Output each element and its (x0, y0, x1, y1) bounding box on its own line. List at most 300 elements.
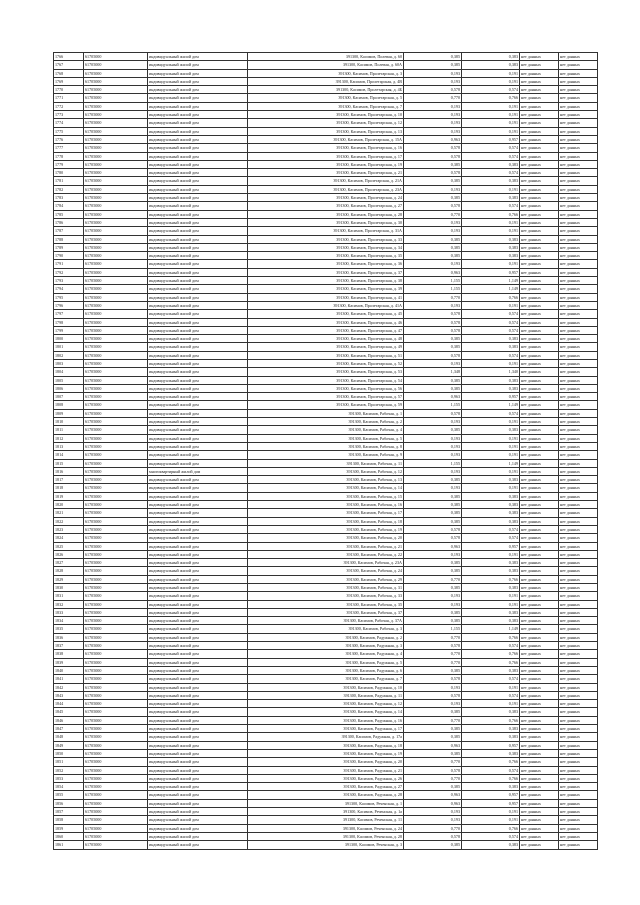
cell-status-2: нет данных (559, 111, 598, 119)
cell-value-1: 0,578 (404, 832, 462, 840)
cell-value-1: 0,385 (404, 235, 462, 243)
cell-value-1: 0,770 (404, 774, 462, 782)
cell-status-2: нет данных (559, 501, 598, 509)
cell-value-1: 0,385 (404, 608, 462, 616)
table-row (54, 227, 598, 235)
cell-value-2: 0,191 (462, 119, 520, 127)
cell-status-1: нет данных (520, 218, 559, 226)
cell-status-2: нет данных (559, 700, 598, 708)
cell-building-type: индивидуальный жилой дом (148, 832, 248, 840)
cell-municipal-code: 61705000 (84, 194, 148, 202)
cell-row-number: 1790 (54, 252, 84, 260)
cell-value-2: 0,957 (462, 268, 520, 276)
cell-status-1: нет данных (520, 534, 559, 542)
cell-value-2: 1,149 (462, 277, 520, 285)
cell-row-number: 1824 (54, 534, 84, 542)
cell-status-1: нет данных (520, 293, 559, 301)
cell-value-2: 0,191 (462, 218, 520, 226)
cell-address: 391300, Касимов, Радужная, д. 27 (248, 783, 404, 791)
cell-value-1: 0,578 (404, 86, 462, 94)
cell-row-number: 1836 (54, 633, 84, 641)
table-row (54, 716, 598, 724)
cell-status-1: нет данных (520, 642, 559, 650)
cell-value-2: 0,191 (462, 102, 520, 110)
cell-value-1: 0,385 (404, 733, 462, 741)
cell-municipal-code: 61705000 (84, 683, 148, 691)
cell-value-1: 0,385 (404, 749, 462, 757)
cell-value-1: 1,155 (404, 459, 462, 467)
cell-value-1: 0,578 (404, 409, 462, 417)
cell-status-1: нет данных (520, 86, 559, 94)
cell-municipal-code: 61705000 (84, 310, 148, 318)
cell-value-2: 0,383 (462, 559, 520, 567)
cell-status-1: нет данных (520, 666, 559, 674)
table-row (54, 243, 598, 251)
cell-municipal-code: 61705000 (84, 401, 148, 409)
cell-building-type: индивидуальный жилой дом (148, 799, 248, 807)
data-table (53, 52, 598, 850)
cell-building-type: индивидуальный жилой дом (148, 185, 248, 193)
cell-status-2: нет данных (559, 119, 598, 127)
cell-value-1: 0,578 (404, 691, 462, 699)
cell-municipal-code: 61705000 (84, 783, 148, 791)
cell-value-2: 0,191 (462, 418, 520, 426)
cell-address: 391300, Касимов, Пролетарская, д. 51 (248, 351, 404, 359)
cell-value-2: 0,383 (462, 61, 520, 69)
cell-municipal-code: 61705000 (84, 725, 148, 733)
cell-municipal-code: 61705000 (84, 86, 148, 94)
cell-address: 391300, Касимов, Пролетарская, д. 36 (248, 260, 404, 268)
cell-status-2: нет данных (559, 426, 598, 434)
cell-address: 391300, Касимов, Пролетарская, д. 39 (248, 285, 404, 293)
cell-municipal-code: 61705000 (84, 575, 148, 583)
cell-value-2: 0,383 (462, 725, 520, 733)
cell-municipal-code: 61705000 (84, 393, 148, 401)
cell-value-2: 0,383 (462, 783, 520, 791)
cell-value-1: 0,963 (404, 268, 462, 276)
cell-status-2: нет данных (559, 658, 598, 666)
cell-value-1: 0,385 (404, 725, 462, 733)
cell-row-number: 1857 (54, 808, 84, 816)
cell-status-1: нет данных (520, 799, 559, 807)
cell-status-1: нет данных (520, 749, 559, 757)
cell-status-2: нет данных (559, 625, 598, 633)
cell-building-type: индивидуальный жилой дом (148, 144, 248, 152)
cell-status-2: нет данных (559, 343, 598, 351)
cell-value-2: 0,766 (462, 575, 520, 583)
cell-row-number: 1829 (54, 575, 84, 583)
cell-building-type: индивидуальный жилой дом (148, 808, 248, 816)
cell-address: 391300, Касимов, Пролетарская, д. 10 (248, 111, 404, 119)
cell-value-1: 1,155 (404, 285, 462, 293)
cell-value-2: 0,383 (462, 235, 520, 243)
table-row (54, 733, 598, 741)
table-row (54, 160, 598, 168)
cell-value-1: 0,578 (404, 318, 462, 326)
cell-municipal-code: 61705000 (84, 119, 148, 127)
cell-value-1: 0,193 (404, 816, 462, 824)
cell-value-1: 0,963 (404, 791, 462, 799)
cell-address: 391300, Касимов, Реченская, д. 1 (248, 799, 404, 807)
cell-status-2: нет данных (559, 733, 598, 741)
cell-municipal-code: 61705000 (84, 227, 148, 235)
cell-status-2: нет данных (559, 766, 598, 774)
table-row (54, 135, 598, 143)
cell-status-1: нет данных (520, 733, 559, 741)
cell-status-1: нет данных (520, 492, 559, 500)
cell-building-type: индивидуальный жилой дом (148, 69, 248, 77)
cell-municipal-code: 61705000 (84, 376, 148, 384)
cell-value-1: 0,770 (404, 293, 462, 301)
cell-address: 391300, Касимов, Рабочая, д. 37 (248, 608, 404, 616)
cell-status-2: нет данных (559, 816, 598, 824)
cell-address: 391300, Касимов, Пролетарская, д. 23А (248, 185, 404, 193)
cell-status-1: нет данных (520, 368, 559, 376)
cell-row-number: 1818 (54, 484, 84, 492)
cell-row-number: 1846 (54, 716, 84, 724)
cell-value-1: 0,193 (404, 69, 462, 77)
cell-value-1: 0,193 (404, 102, 462, 110)
document-page (53, 52, 597, 850)
cell-address: 391300, Касимов, Пролетарская, д. 24 (248, 194, 404, 202)
cell-row-number: 1811 (54, 426, 84, 434)
cell-status-2: нет данных (559, 774, 598, 782)
cell-address: 391300, Касимов, Реченская, д. 24 (248, 824, 404, 832)
cell-value-1: 0,193 (404, 467, 462, 475)
cell-value-2: 0,766 (462, 650, 520, 658)
cell-address: 391300, Касимов, Реченская, д. 28 (248, 832, 404, 840)
cell-row-number: 1817 (54, 476, 84, 484)
cell-status-1: нет данных (520, 675, 559, 683)
table-row (54, 384, 598, 392)
cell-status-2: нет данных (559, 177, 598, 185)
cell-row-number: 1808 (54, 401, 84, 409)
cell-building-type: индивидуальный жилой дом (148, 791, 248, 799)
cell-row-number: 1860 (54, 832, 84, 840)
cell-status-2: нет данных (559, 194, 598, 202)
cell-row-number: 1766 (54, 53, 84, 61)
cell-status-1: нет данных (520, 235, 559, 243)
cell-status-1: нет данных (520, 650, 559, 658)
cell-value-2: 0,383 (462, 501, 520, 509)
table-row (54, 617, 598, 625)
cell-value-2: 0,383 (462, 567, 520, 575)
cell-row-number: 1850 (54, 749, 84, 757)
cell-status-2: нет данных (559, 509, 598, 517)
table-row (54, 53, 598, 61)
cell-address: 391300, Касимов, Рабочая, д. 3 (248, 625, 404, 633)
cell-row-number: 1794 (54, 285, 84, 293)
cell-municipal-code: 61705000 (84, 675, 148, 683)
table-row (54, 434, 598, 442)
cell-status-1: нет данных (520, 202, 559, 210)
cell-status-1: нет данных (520, 185, 559, 193)
cell-row-number: 1828 (54, 567, 84, 575)
cell-building-type: индивидуальный жилой дом (148, 824, 248, 832)
cell-row-number: 1769 (54, 77, 84, 85)
cell-value-1: 0,578 (404, 144, 462, 152)
cell-building-type: индивидуальный жилой дом (148, 326, 248, 334)
cell-status-2: нет данных (559, 459, 598, 467)
cell-building-type: индивидуальный жилой дом (148, 169, 248, 177)
cell-status-2: нет данных (559, 691, 598, 699)
cell-status-2: нет данных (559, 376, 598, 384)
cell-municipal-code: 61705000 (84, 268, 148, 276)
cell-municipal-code: 61705000 (84, 741, 148, 749)
cell-building-type: индивидуальный жилой дом (148, 135, 248, 143)
cell-row-number: 1843 (54, 691, 84, 699)
cell-value-1: 0,770 (404, 658, 462, 666)
cell-row-number: 1832 (54, 600, 84, 608)
cell-value-1: 0,578 (404, 766, 462, 774)
cell-municipal-code: 61705000 (84, 335, 148, 343)
cell-building-type: индивидуальный жилой дом (148, 708, 248, 716)
cell-building-type: индивидуальный жилой дом (148, 218, 248, 226)
table-row (54, 61, 598, 69)
cell-value-1: 0,770 (404, 824, 462, 832)
cell-value-2: 0,191 (462, 185, 520, 193)
cell-municipal-code: 61705000 (84, 525, 148, 533)
table-row (54, 824, 598, 832)
cell-value-1: 1,155 (404, 625, 462, 633)
cell-status-2: нет данных (559, 683, 598, 691)
cell-status-2: нет данных (559, 841, 598, 849)
cell-address: 391300, Касимов, Пролетарская, д. 41А (248, 301, 404, 309)
cell-value-2: 0,766 (462, 633, 520, 641)
cell-value-1: 0,578 (404, 152, 462, 160)
table-row (54, 268, 598, 276)
cell-value-2: 0,191 (462, 484, 520, 492)
cell-value-1: 0,193 (404, 434, 462, 442)
cell-address: 391300, Касимов, Пролетарская, д. 3 (248, 69, 404, 77)
table-row (54, 783, 598, 791)
cell-row-number: 1827 (54, 559, 84, 567)
cell-status-2: нет данных (559, 210, 598, 218)
cell-status-1: нет данных (520, 509, 559, 517)
cell-status-1: нет данных (520, 268, 559, 276)
table-row (54, 708, 598, 716)
cell-status-1: нет данных (520, 194, 559, 202)
cell-row-number: 1852 (54, 766, 84, 774)
cell-municipal-code: 61705000 (84, 492, 148, 500)
cell-row-number: 1835 (54, 625, 84, 633)
cell-value-2: 0,383 (462, 476, 520, 484)
cell-value-2: 0,191 (462, 808, 520, 816)
cell-address: 391300, Касимов, Радужная, д. 5 (248, 658, 404, 666)
cell-building-type: индивидуальный жилой дом (148, 285, 248, 293)
cell-value-2: 0,957 (462, 741, 520, 749)
cell-value-2: 0,191 (462, 359, 520, 367)
cell-status-2: нет данных (559, 359, 598, 367)
cell-value-2: 0,383 (462, 608, 520, 616)
cell-status-2: нет данных (559, 559, 598, 567)
cell-value-2: 0,574 (462, 525, 520, 533)
cell-building-type: индивидуальный жилой дом (148, 625, 248, 633)
cell-status-2: нет данных (559, 708, 598, 716)
cell-row-number: 1856 (54, 799, 84, 807)
cell-row-number: 1772 (54, 102, 84, 110)
table-row (54, 393, 598, 401)
table-row (54, 326, 598, 334)
cell-status-1: нет данных (520, 716, 559, 724)
cell-address: 391300, Касимов, Радужная, д. 14 (248, 708, 404, 716)
cell-address: 391300, Касимов, Пролетарская, д. 19 (248, 160, 404, 168)
table-row (54, 86, 598, 94)
cell-value-2: 0,191 (462, 683, 520, 691)
cell-status-2: нет данных (559, 467, 598, 475)
cell-value-1: 1,155 (404, 401, 462, 409)
cell-municipal-code: 61705000 (84, 368, 148, 376)
cell-address: 391300, Касимов, Пролетарская, д. 27 (248, 202, 404, 210)
cell-address: 391300, Касимов, Рабочая, д. 13 (248, 476, 404, 484)
cell-building-type: индивидуальный жилой дом (148, 700, 248, 708)
cell-status-2: нет данных (559, 293, 598, 301)
cell-municipal-code: 61705000 (84, 666, 148, 674)
cell-row-number: 1830 (54, 584, 84, 592)
cell-municipal-code: 61705000 (84, 501, 148, 509)
cell-building-type: индивидуальный жилой дом (148, 119, 248, 127)
cell-row-number: 1814 (54, 451, 84, 459)
table-row (54, 841, 598, 849)
cell-address: 391300, Касимов, Радужная, д. 4 (248, 650, 404, 658)
table-row (54, 144, 598, 152)
cell-municipal-code: 61705000 (84, 799, 148, 807)
cell-building-type: индивидуальный жилой дом (148, 525, 248, 533)
cell-municipal-code: 61705000 (84, 359, 148, 367)
cell-status-1: нет данных (520, 94, 559, 102)
table-row (54, 111, 598, 119)
cell-building-type: индивидуальный жилой дом (148, 393, 248, 401)
cell-status-2: нет данных (559, 675, 598, 683)
cell-building-type: индивидуальный жилой дом (148, 725, 248, 733)
cell-status-1: нет данных (520, 127, 559, 135)
cell-value-1: 0,385 (404, 335, 462, 343)
cell-status-2: нет данных (559, 492, 598, 500)
cell-row-number: 1834 (54, 617, 84, 625)
cell-status-1: нет данных (520, 683, 559, 691)
table-row (54, 600, 598, 608)
table-row (54, 401, 598, 409)
cell-value-1: 0,385 (404, 501, 462, 509)
table-row (54, 758, 598, 766)
cell-municipal-code: 61705000 (84, 791, 148, 799)
cell-status-2: нет данных (559, 791, 598, 799)
table-row (54, 119, 598, 127)
cell-address: 391300, Касимов, Рабочая, д. 33 (248, 592, 404, 600)
cell-value-1: 0,193 (404, 700, 462, 708)
cell-value-2: 0,383 (462, 517, 520, 525)
cell-status-1: нет данных (520, 783, 559, 791)
cell-municipal-code: 61705000 (84, 774, 148, 782)
cell-row-number: 1773 (54, 111, 84, 119)
cell-row-number: 1804 (54, 368, 84, 376)
cell-building-type: индивидуальный жилой дом (148, 550, 248, 558)
cell-value-2: 0,766 (462, 94, 520, 102)
cell-status-2: нет данных (559, 476, 598, 484)
table-row (54, 351, 598, 359)
table-row (54, 94, 598, 102)
cell-value-1: 0,193 (404, 808, 462, 816)
table-row (54, 642, 598, 650)
cell-row-number: 1838 (54, 650, 84, 658)
cell-building-type: индивидуальный жилой дом (148, 650, 248, 658)
cell-status-1: нет данных (520, 252, 559, 260)
cell-value-2: 0,574 (462, 675, 520, 683)
cell-municipal-code: 61705000 (84, 650, 148, 658)
cell-value-2: 0,383 (462, 841, 520, 849)
cell-status-2: нет данных (559, 799, 598, 807)
cell-building-type: индивидуальный жилой дом (148, 484, 248, 492)
table-row (54, 766, 598, 774)
table-row (54, 467, 598, 475)
cell-row-number: 1815 (54, 459, 84, 467)
cell-building-type: индивидуальный жилой дом (148, 376, 248, 384)
cell-building-type: индивидуальный жилой дом (148, 434, 248, 442)
cell-status-1: нет данных (520, 351, 559, 359)
table-row (54, 774, 598, 782)
cell-status-1: нет данных (520, 575, 559, 583)
cell-building-type: индивидуальный жилой дом (148, 716, 248, 724)
cell-address: 391300, Касимов, Пролетарская, д. 13 (248, 127, 404, 135)
cell-address: 391300, Касимов, Радужная, д. 12 (248, 700, 404, 708)
cell-building-type: индивидуальный жилой дом (148, 210, 248, 218)
cell-row-number: 1854 (54, 783, 84, 791)
cell-value-1: 0,385 (404, 584, 462, 592)
cell-status-1: нет данных (520, 152, 559, 160)
cell-status-2: нет данных (559, 783, 598, 791)
cell-value-2: 0,383 (462, 53, 520, 61)
cell-municipal-code: 61705000 (84, 708, 148, 716)
cell-municipal-code: 61705000 (84, 617, 148, 625)
cell-address: 391300, Касимов, Пролетарская, д. 49 (248, 343, 404, 351)
cell-municipal-code: 61705000 (84, 160, 148, 168)
cell-municipal-code: 61705000 (84, 642, 148, 650)
cell-building-type: индивидуальный жилой дом (148, 293, 248, 301)
cell-address: 391300, Касимов, Реченская, д. 11 (248, 816, 404, 824)
cell-status-1: нет данных (520, 401, 559, 409)
cell-status-1: нет данных (520, 484, 559, 492)
cell-building-type: индивидуальный жилой дом (148, 642, 248, 650)
table-row (54, 741, 598, 749)
cell-value-1: 0,385 (404, 783, 462, 791)
cell-row-number: 1837 (54, 642, 84, 650)
cell-building-type: индивидуальный жилой дом (148, 77, 248, 85)
cell-value-2: 0,191 (462, 467, 520, 475)
cell-municipal-code: 61705000 (84, 691, 148, 699)
cell-municipal-code: 61705000 (84, 169, 148, 177)
cell-row-number: 1826 (54, 550, 84, 558)
cell-value-1: 0,578 (404, 525, 462, 533)
cell-building-type: индивидуальный жилой дом (148, 492, 248, 500)
cell-status-1: нет данных (520, 343, 559, 351)
cell-address: 391300, Касимов, Рабочая, д. 12 (248, 467, 404, 475)
cell-status-1: нет данных (520, 832, 559, 840)
cell-status-1: нет данных (520, 285, 559, 293)
cell-municipal-code: 61705000 (84, 608, 148, 616)
cell-building-type: индивидуальный жилой дом (148, 127, 248, 135)
cell-value-2: 0,574 (462, 766, 520, 774)
cell-row-number: 1842 (54, 683, 84, 691)
cell-address: 391300, Касимов, Полевая, д. 60А (248, 61, 404, 69)
cell-status-1: нет данных (520, 426, 559, 434)
cell-municipal-code: 61705000 (84, 442, 148, 450)
cell-municipal-code: 61705000 (84, 185, 148, 193)
cell-address: 391300, Касимов, Радужная, д. 16 (248, 716, 404, 724)
cell-address: 391300, Касимов, Рабочая, д. 37А (248, 617, 404, 625)
cell-municipal-code: 61705000 (84, 243, 148, 251)
cell-address: 391300, Касимов, Рабочая, д. 23А (248, 559, 404, 567)
cell-value-1: 0,385 (404, 841, 462, 849)
